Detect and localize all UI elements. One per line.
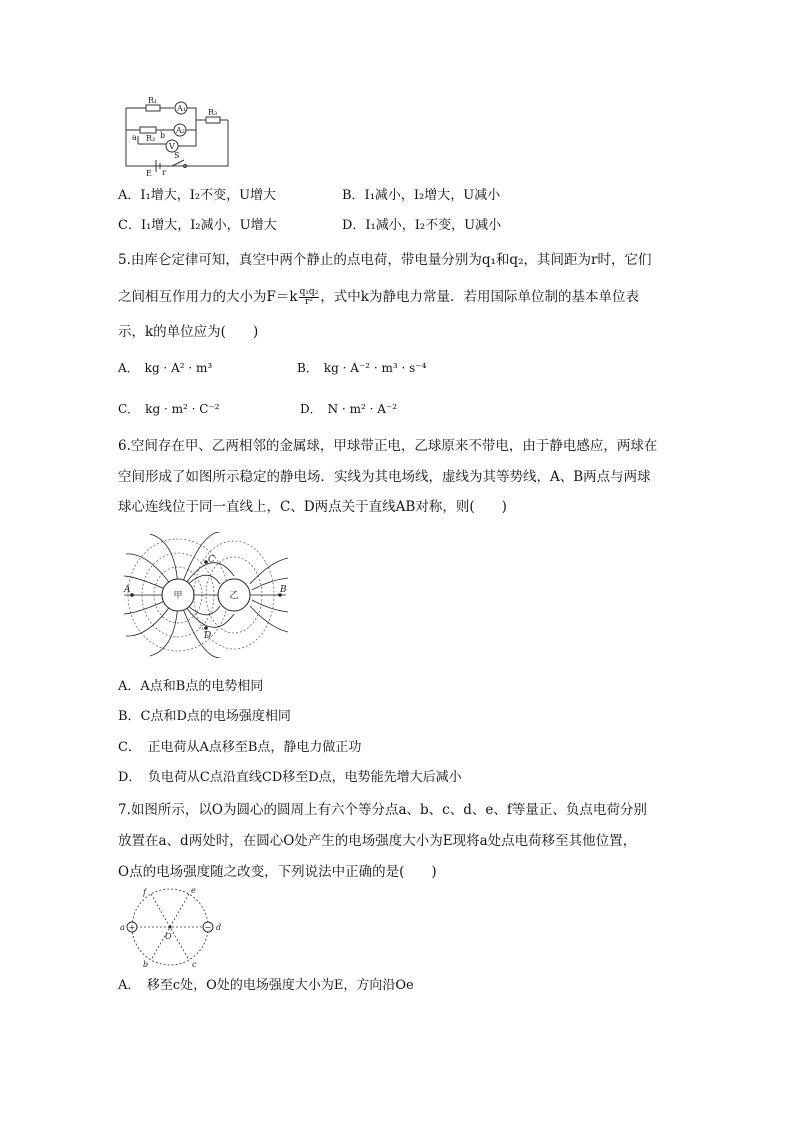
q5-option-c[interactable]: C． kg · m² · C⁻²	[118, 402, 220, 416]
label-a1: A₁	[177, 104, 186, 113]
fraction-numerator: q₁q₂	[299, 287, 319, 297]
q6-stem-line-3: 球心连线位于同一直线上，C、D两点关于直线AB对称，则( )	[118, 499, 507, 515]
plus-charge-sign: +	[128, 923, 136, 932]
q5-option-a[interactable]: A． kg · A² · m³	[118, 361, 213, 375]
label-e: e	[191, 886, 196, 895]
label-o: O	[165, 932, 172, 941]
q6-stem-line-2: 空间形成了如图所示稳定的静电场．实线为其电场线，虚线为其等势线，A、B两点与两球	[118, 469, 651, 485]
minus-charge-sign: −	[204, 923, 212, 932]
label-f: f	[143, 888, 146, 897]
q5-option-d[interactable]: D． N · m² · A⁻²	[300, 402, 398, 416]
label-point-d: D	[204, 631, 212, 641]
coulomb-fraction	[299, 288, 320, 307]
q5-stem-line-2-post: ，式中k为静电力常量．若用国际单位制的基本单位表	[320, 289, 639, 305]
circuit-diagram	[118, 96, 240, 176]
electric-field-diagram	[120, 532, 292, 658]
label-point-c: C	[208, 555, 215, 565]
q6-option-b[interactable]: B．C点和D点的电场强度相同	[118, 709, 291, 724]
q5-stem-line-1: 5.由库仑定律可知，真空中两个静止的点电荷，带电量分别为q₁和q₂，其间距为r时，它们	[118, 252, 652, 268]
q6-option-a[interactable]: A．A点和B点的电势相同	[118, 679, 264, 694]
label-c: c	[192, 960, 197, 969]
hexagon-charge-diagram	[118, 885, 228, 969]
label-d: d	[216, 923, 222, 932]
q5-stem-line-2-pre: 之间相互作用力的大小为F＝k	[118, 289, 298, 305]
label-a: a	[120, 923, 125, 932]
label-r1: R₁	[148, 96, 158, 105]
label-a: a	[132, 133, 137, 142]
q4-option-d[interactable]: D．I₁减小，I₂不变，U减小	[342, 218, 502, 233]
q6-option-d[interactable]: D． 负电荷从C点沿直线CD移至D点，电势能先增大后减小	[118, 770, 462, 785]
q5-option-b[interactable]: B． kg · A⁻² · m³ · s⁻⁴	[297, 361, 427, 375]
q4-option-b[interactable]: B．I₁减小，I₂增大，U减小	[342, 188, 501, 203]
label-a2: A₂	[176, 126, 185, 135]
label-v: V	[169, 142, 175, 151]
label-b: b	[160, 131, 166, 140]
q4-option-a[interactable]: A．I₁增大，I₂不变，U增大	[118, 188, 277, 203]
label-ball-jia: 甲	[173, 591, 183, 601]
label-r3: R₃	[208, 108, 218, 117]
label-r2: R₂	[146, 134, 156, 143]
q4-option-c[interactable]: C．I₁增大，I₂减小，U增大	[118, 218, 277, 233]
q7-stem-line-3: O点的电场强度随之改变，下列说法中正确的是( )	[118, 864, 437, 880]
q5-stem-line-2	[118, 287, 639, 307]
q7-stem-line-1: 7.如图所示，以O为圆心的圆周上有六个等分点a、b、c、d、e、f等量正、负点电荷分别	[118, 802, 647, 818]
fraction-denominator: r²	[304, 297, 313, 307]
q6-stem-line-1: 6.空间存在甲、乙两相邻的金属球，甲球带正电，乙球原来不带电，由于静电感应，两球在	[118, 438, 658, 454]
label-ball-yi: 乙	[229, 591, 239, 601]
label-point-b: B	[280, 585, 287, 595]
label-b: b	[143, 960, 149, 969]
q7-stem-line-2: 放置在a、d两处时，在圆心O处产生的电场强度大小为E现将a处点电荷移至其他位置，	[118, 833, 637, 849]
q7-option-a[interactable]: A． 移至c处，O处的电场强度大小为E，方向沿Oe	[118, 978, 414, 993]
q6-option-c[interactable]: C． 正电荷从A点移至B点，静电力做正功	[118, 740, 362, 755]
q5-stem-line-3: 示，k的单位应为( )	[118, 324, 259, 340]
label-point-a: A	[124, 585, 131, 595]
label-r: r	[162, 168, 166, 176]
label-s: S	[174, 151, 180, 160]
label-e: E	[146, 169, 152, 176]
